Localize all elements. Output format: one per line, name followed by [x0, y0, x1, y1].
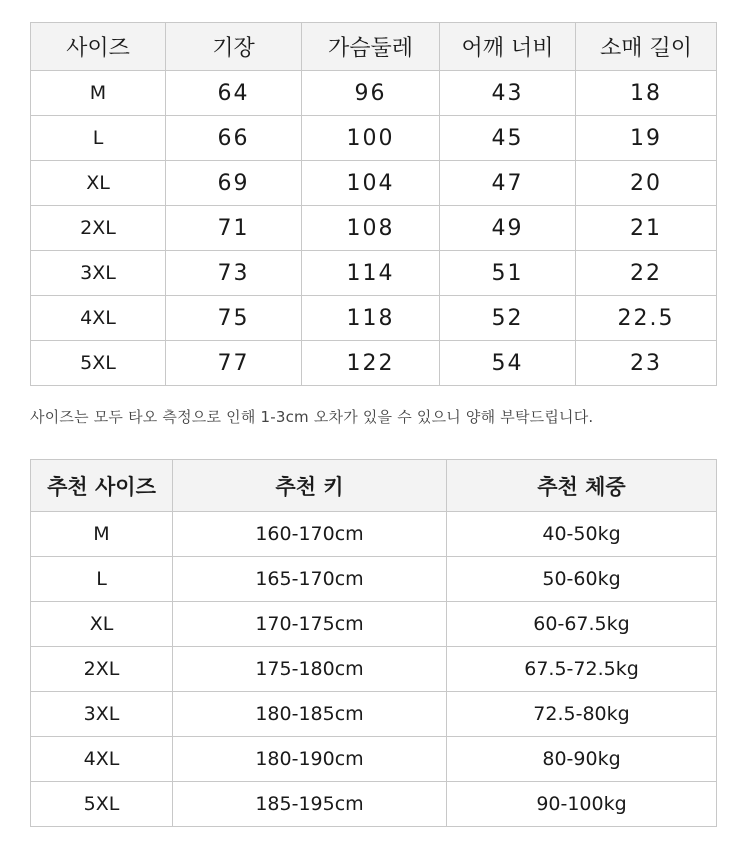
table-row: [31, 251, 717, 296]
size-chart-table: [30, 22, 717, 386]
height-cell: 165-170cm: [173, 557, 447, 602]
table-row: [31, 341, 717, 386]
chest-cell: 122: [302, 341, 440, 386]
size-header: 사이즈: [31, 23, 166, 71]
size-cell: 4XL: [31, 737, 173, 782]
weight-cell: 50-60kg: [447, 557, 717, 602]
size-cell: 2XL: [31, 647, 173, 692]
weight-cell: 90-100kg: [447, 782, 717, 827]
chest-cell: 100: [302, 116, 440, 161]
size-cell: L: [31, 116, 166, 161]
table-row: [31, 71, 717, 116]
table-row: [31, 161, 717, 206]
size-chart-header-row: [31, 23, 717, 71]
recommended-height-header: 추천 키: [173, 460, 447, 512]
size-cell: XL: [31, 161, 166, 206]
size-cell: 5XL: [31, 341, 166, 386]
length-cell: 71: [166, 206, 302, 251]
sleeve-cell: 22.5: [576, 296, 717, 341]
shoulder-cell: 52: [440, 296, 576, 341]
length-header: 기장: [166, 23, 302, 71]
measurement-note: 사이즈는 모두 타오 측정으로 인해 1-3cm 오차가 있을 수 있으니 양해 부탁드립니다.: [30, 408, 594, 426]
shoulder-cell: 49: [440, 206, 576, 251]
size-cell: XL: [31, 602, 173, 647]
table-row: [31, 692, 717, 737]
weight-cell: 80-90kg: [447, 737, 717, 782]
height-cell: 170-175cm: [173, 602, 447, 647]
table-row: [31, 602, 717, 647]
chest-cell: 118: [302, 296, 440, 341]
table-row: [31, 737, 717, 782]
recommended-weight-header: 추천 체중: [447, 460, 717, 512]
chest-header: 가슴둘레: [302, 23, 440, 71]
size-cell: 2XL: [31, 206, 166, 251]
table-row: [31, 116, 717, 161]
size-cell: L: [31, 557, 173, 602]
shoulder-cell: 45: [440, 116, 576, 161]
table-row: [31, 296, 717, 341]
size-cell: 4XL: [31, 296, 166, 341]
recommended-size-header: 추천 사이즈: [31, 460, 173, 512]
length-cell: 73: [166, 251, 302, 296]
size-cell: M: [31, 71, 166, 116]
shoulder-cell: 47: [440, 161, 576, 206]
length-cell: 69: [166, 161, 302, 206]
height-cell: 185-195cm: [173, 782, 447, 827]
sleeve-cell: 21: [576, 206, 717, 251]
sleeve-cell: 23: [576, 341, 717, 386]
chest-cell: 104: [302, 161, 440, 206]
height-cell: 175-180cm: [173, 647, 447, 692]
size-cell: 3XL: [31, 692, 173, 737]
sleeve-cell: 18: [576, 71, 717, 116]
shoulder-header: 어깨 너비: [440, 23, 576, 71]
sleeve-header: 소매 길이: [576, 23, 717, 71]
chest-cell: 114: [302, 251, 440, 296]
length-cell: 64: [166, 71, 302, 116]
size-cell: 3XL: [31, 251, 166, 296]
length-cell: 66: [166, 116, 302, 161]
length-cell: 77: [166, 341, 302, 386]
height-cell: 180-190cm: [173, 737, 447, 782]
weight-cell: 72.5-80kg: [447, 692, 717, 737]
size-cell: M: [31, 512, 173, 557]
size-cell: 5XL: [31, 782, 173, 827]
table-row: [31, 782, 717, 827]
shoulder-cell: 43: [440, 71, 576, 116]
sleeve-cell: 22: [576, 251, 717, 296]
height-cell: 180-185cm: [173, 692, 447, 737]
recommendation-table: [30, 459, 717, 827]
table-row: [31, 512, 717, 557]
sleeve-cell: 20: [576, 161, 717, 206]
chest-cell: 108: [302, 206, 440, 251]
sleeve-cell: 19: [576, 116, 717, 161]
length-cell: 75: [166, 296, 302, 341]
weight-cell: 60-67.5kg: [447, 602, 717, 647]
weight-cell: 67.5-72.5kg: [447, 647, 717, 692]
weight-cell: 40-50kg: [447, 512, 717, 557]
table-row: [31, 206, 717, 251]
height-cell: 160-170cm: [173, 512, 447, 557]
recommendation-header-row: [31, 460, 717, 512]
chest-cell: 96: [302, 71, 440, 116]
shoulder-cell: 51: [440, 251, 576, 296]
shoulder-cell: 54: [440, 341, 576, 386]
table-row: [31, 647, 717, 692]
table-row: [31, 557, 717, 602]
